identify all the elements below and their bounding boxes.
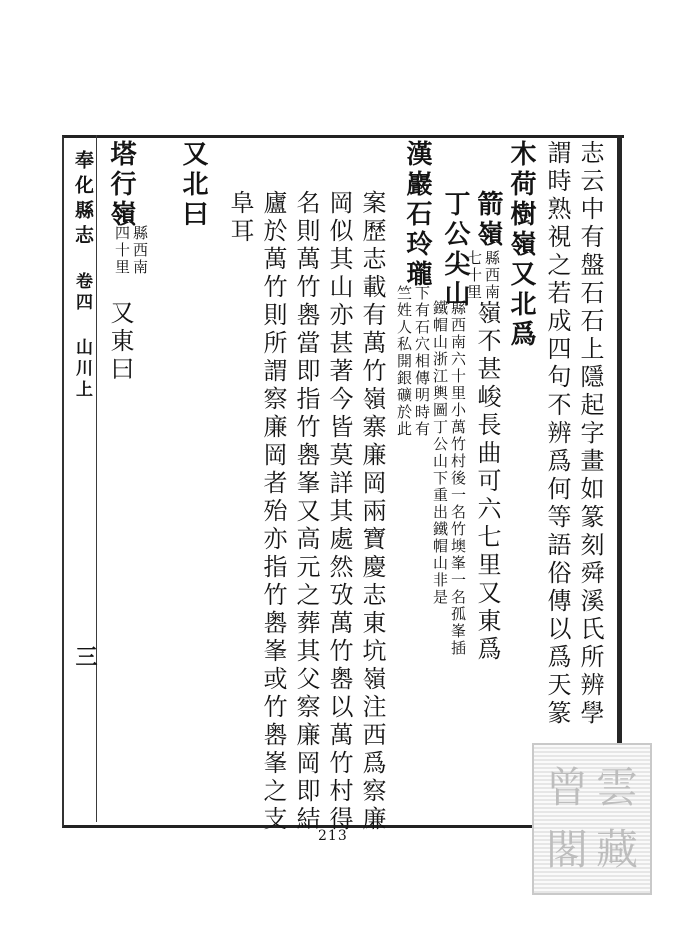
note-xinan-2: 縣西南: [131, 225, 149, 276]
seal-char: 閣: [545, 825, 588, 874]
note-column-6a: 下有石穴相傳明時有: [413, 285, 431, 438]
seal-char: 藏: [595, 825, 638, 874]
library-seal-stamp: [532, 743, 652, 895]
text-column-7: 案歷志載有萬竹嶺寨廉岡兩寶慶志東坑嶺注西爲察廉: [358, 190, 386, 834]
page-number: 213: [318, 828, 348, 844]
gutter-book-title: 奉化縣志: [72, 150, 94, 250]
text-column-12: 又北曰: [178, 140, 208, 230]
note-column-6b: 竺姓人私開銀礦於此: [395, 285, 413, 438]
seal-char: 曾: [545, 763, 588, 812]
entry-title-dinggong: 丁公尖山: [440, 190, 470, 310]
note-column-5b: 鐵帽山浙江輿圖丁公山下重出鐵帽山非是: [431, 300, 449, 606]
text-column-13: 又東曰: [106, 300, 134, 384]
text-column-11: 阜耳: [226, 190, 254, 246]
frame-right-rule: [617, 135, 622, 825]
note-xinan-1: 縣西南: [483, 250, 501, 301]
note-distance-2: 四十里: [113, 225, 131, 276]
entry-title-taxing: 塔行嶺: [106, 140, 136, 230]
text-column-1: 志云中有盤石石上隱起字畫如篆刻舜溪氏所辨學: [576, 140, 604, 728]
text-column-9: 名則萬竹嶴當即指竹嶴峯又高元之葬其父察廉岡即結: [292, 190, 320, 834]
entry-title-hanyan: 漢巖石玲瓏: [402, 140, 432, 290]
text-column-2: 謂時熟視之若成四句不辨爲何等語俗傳以爲天篆: [543, 140, 571, 728]
page-side-number: 三: [72, 645, 98, 673]
entry-title-jianling: 箭嶺: [473, 190, 503, 250]
note-column-5a: 縣西南六十里小萬竹村後一名竹墺峯一名孤峯插: [449, 300, 467, 657]
note-distance-1: 七十里: [465, 250, 483, 301]
text-column-4: 嶺不甚峻長曲可六七里又東爲: [473, 300, 501, 664]
seal-char: 雲: [595, 763, 638, 812]
gutter-volume-label: 卷四 山川上: [72, 272, 92, 401]
text-column-8: 岡似其山亦甚著今皆莫詳其處然攷萬竹嶴以萬竹村得: [325, 190, 353, 834]
text-column-10: 廬於萬竹則所謂察廉岡者殆亦指竹嶴峯或竹嶴峯之支: [259, 190, 287, 834]
heading-column-3: 木荷樹嶺又北爲: [506, 140, 536, 350]
